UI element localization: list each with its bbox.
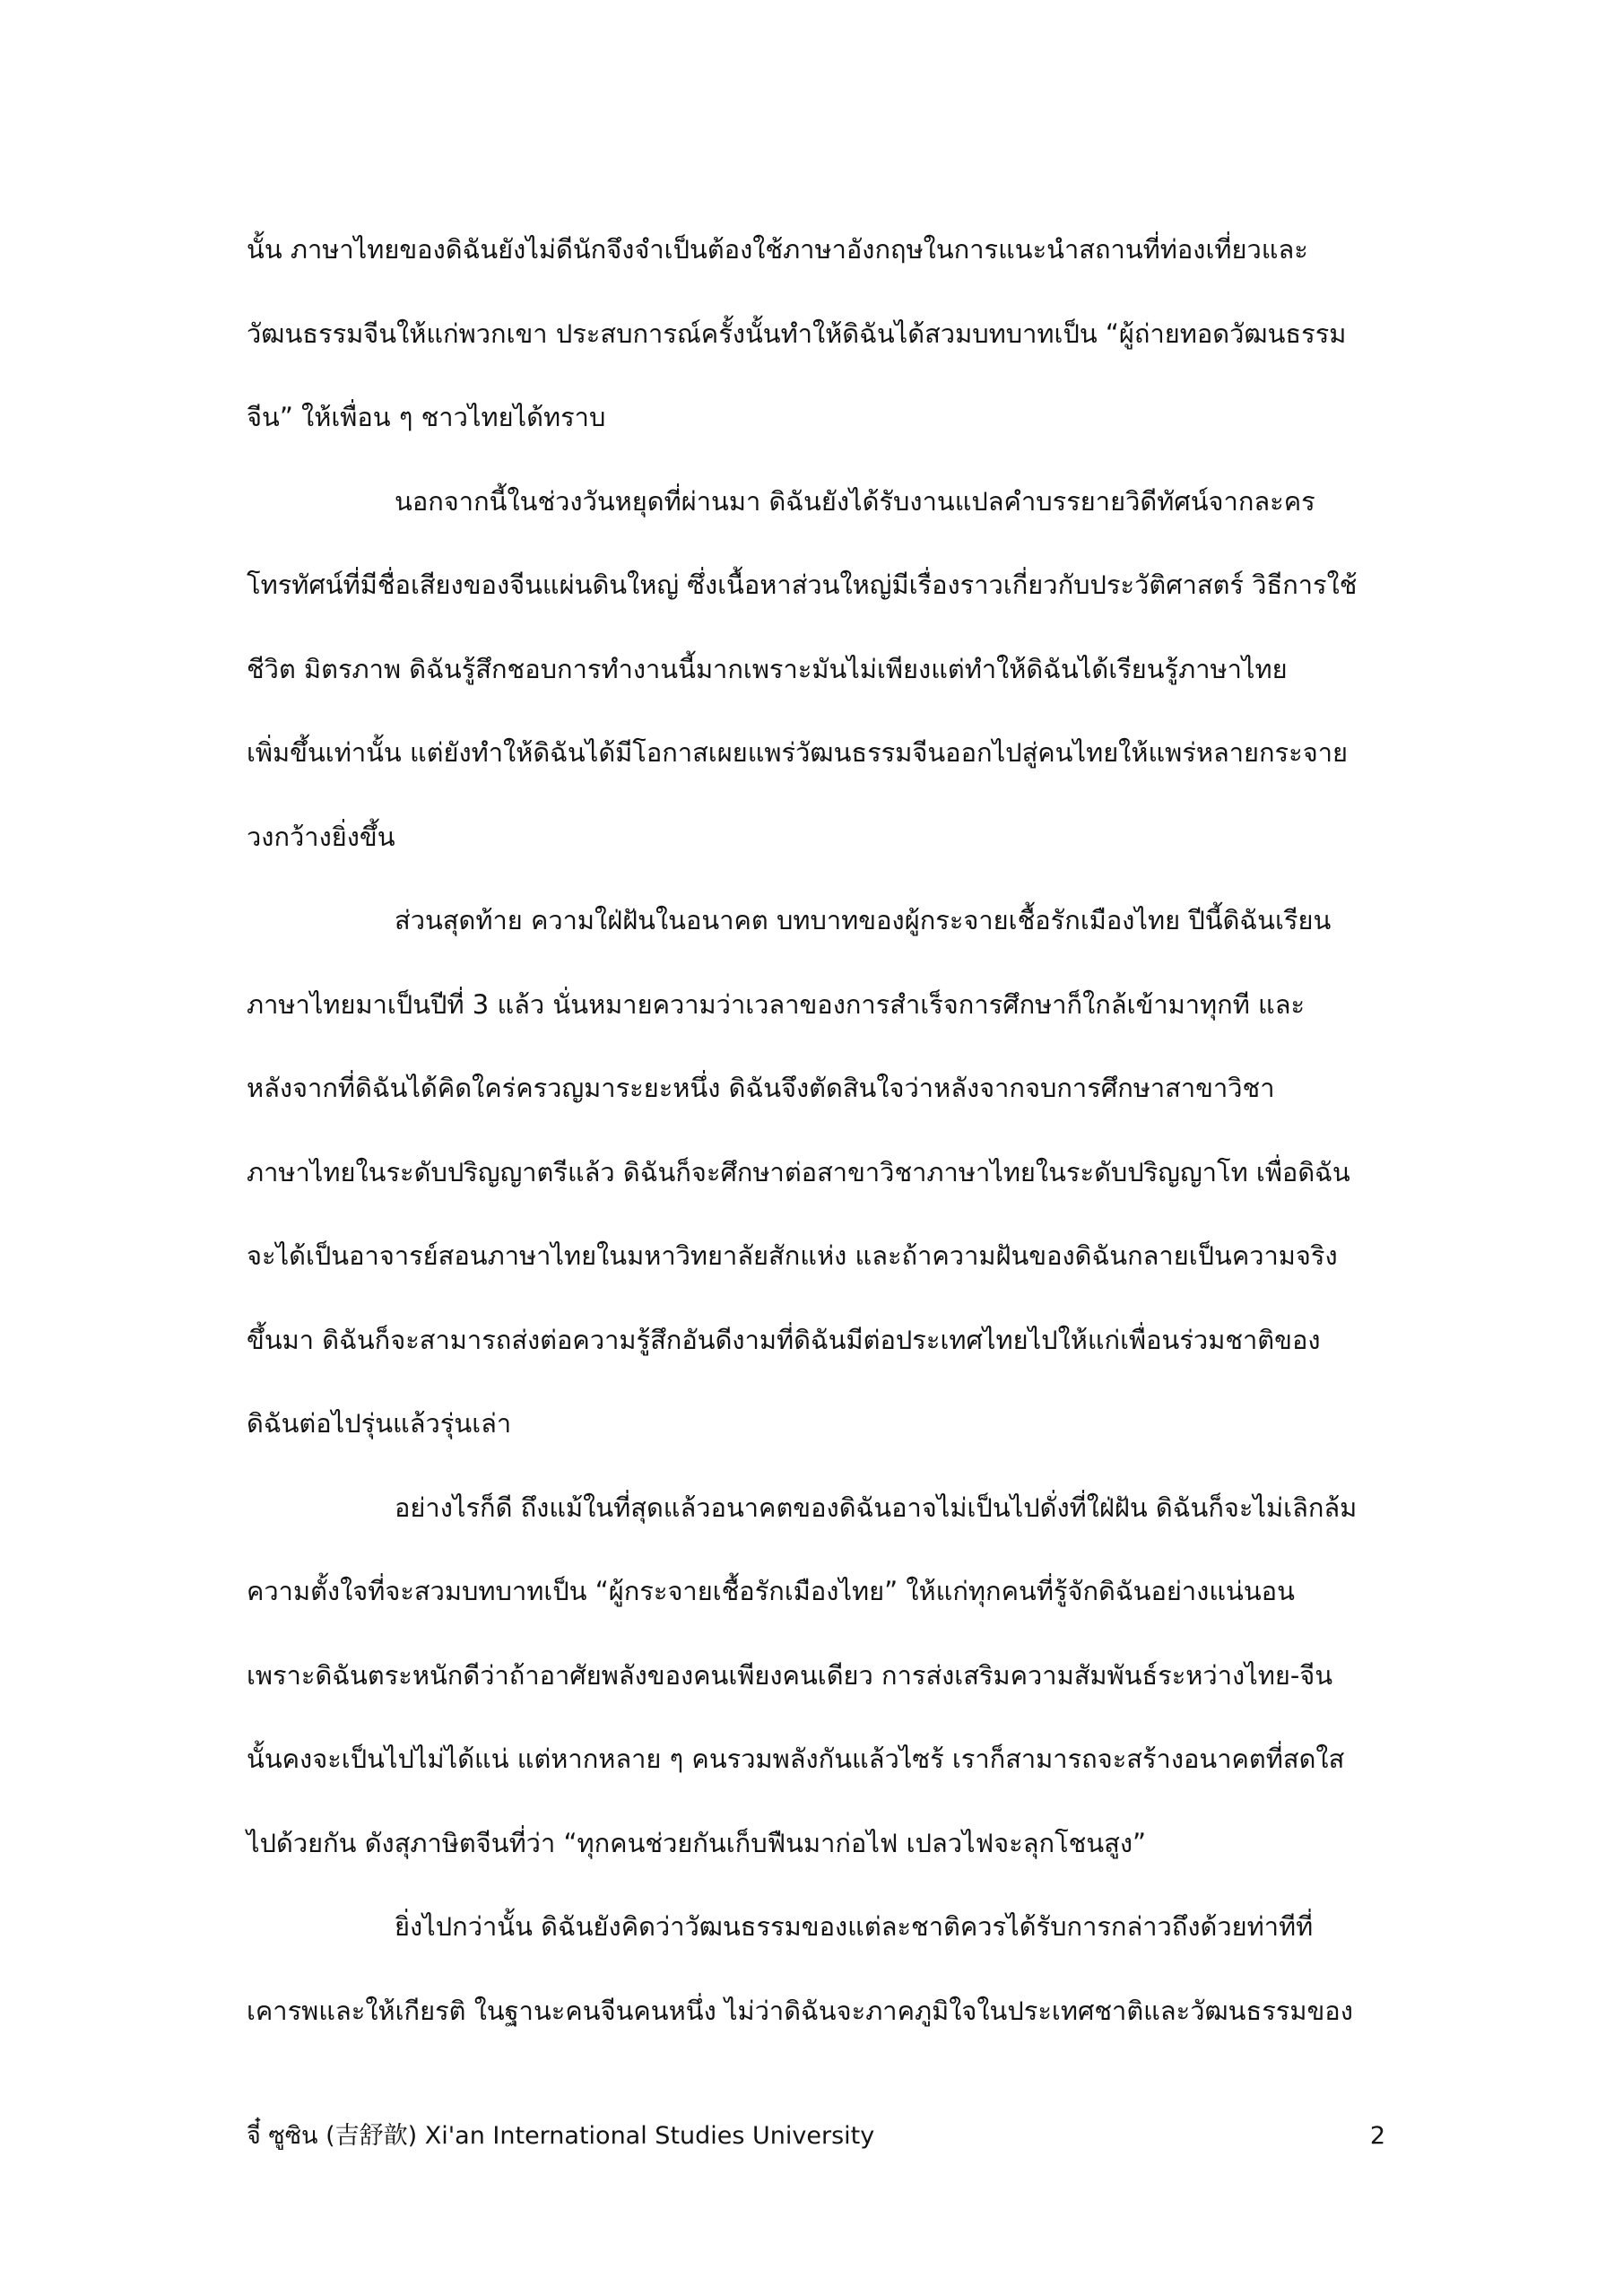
text-line: ชีวิต มิตรภาพ ดิฉันรู้สึกชอบการทำงานนี้มากเพราะมันไม่เพียงแต่ทำให้ดิฉันได้เรียนรู้ภาษาไทย [247,653,1288,684]
text-line: ภาษาไทยมาเป็นปีที่ 3 แล้ว นั่นหมายความว่าเวลาของการสำเร็จการศึกษาก็ใกล้เข้ามาทุกที และ [247,988,1306,1020]
text-line: เคารพและให้เกียรติ ในฐานะคนจีนคนหนึ่ง ไม่ว่าดิฉันจะภาคภูมิใจในประเทศชาติและวัฒนธรรมของ [247,1995,1353,2026]
text-line: เพราะดิฉันตระหนักดีว่าถ้าอาศัยพลังของคนเพียงคนเดียว การส่งเสริมความสัมพันธ์ระหว่างไทย-จีน [247,1659,1333,1691]
text-line: หลังจากที่ดิฉันได้คิดใคร่ครวญมาระยะหนึ่ง ดิฉันจึงตัดสินใจว่าหลังจากจบการศึกษาสาขาวิชา [247,1073,1275,1103]
text-line: ขึ้นมา ดิฉันก็จะสามารถส่งต่อความรู้สึกอันดีงามที่ดิฉันมีต่อประเทศไทยไปให้แก่เพื่อนร่วมชาติของ [247,1324,1321,1355]
text-line: ดิฉันต่อไปรุ่นแล้วรุ่นเล่า [247,1408,512,1439]
footer-author: จี๋ ซูซิน (吉舒歆) Xi'an International Studies University [247,2122,875,2150]
text-line: วงกว้างยิ่งขึ้น [247,821,395,852]
page-number: 2 [1369,2122,1385,2150]
text-line: จีน” ให้เพื่อน ๆ ชาวไทยได้ทราบ [247,402,606,432]
text-line: ความตั้งใจที่จะสวมบทบาทเป็น “ผู้กระจายเชื้อรักเมืองไทย” ให้แก่ทุกคนที่รู้จักดิฉันอย่างแน่นอน [247,1576,1295,1606]
text-line: นั้น ภาษาไทยของดิฉันยังไม่ดีนักจึงจำเป็นต้องใช้ภาษาอังกฤษในการแนะนำสถานที่ท่องเที่ยวและ [247,234,1308,265]
text-line: ยิ่งไปกว่านั้น ดิฉันยังคิดว่าวัฒนธรรมของแต่ละชาติควรได้รับการกล่าวถึงด้วยท่าทีที่ [395,1911,1314,1942]
text-line: นอกจากนี้ในช่วงวันหยุดที่ผ่านมา ดิฉันยังได้รับงานแปลคำบรรยายวิดีทัศน์จากละคร [395,485,1315,517]
body-text [247,208,1385,2053]
text-line: โทรทัศน์ที่มีชื่อเสียงของจีนแผ่นดินใหญ่ ซึ่งเนื้อหาส่วนใหญ่มีเรื่องราวเกี่ยวกับประวัติศาสตร์ วิธีการใช้ [247,570,1358,600]
text-line: วัฒนธรรมจีนให้แก่พวกเขา ประสบการณ์ครั้งนั้นทำให้ดิฉันได้สวมบทบาทเป็น “ผู้ถ่ายทอดวัฒนธรรม [247,317,1347,349]
text-line: ส่วนสุดท้าย ความใฝ่ฝันในอนาคต บทบาทของผู้กระจายเชื้อรักเมืองไทย ปีนี้ดิฉันเรียน [395,905,1332,935]
text-line: ไปด้วยกัน ดังสุภาษิตจีนที่ว่า “ทุกคนช่วยกันเก็บฟืนมาก่อไฟ เปลวไฟจะลุกโชนสูง” [247,1827,1147,1858]
text-line: ภาษาไทยในระดับปริญญาตรีแล้ว ดิฉันก็จะศึกษาต่อสาขาวิชาภาษาไทยในระดับปริญญาโท เพื่อดิฉัน [247,1156,1350,1187]
text-line: เพิ่มขึ้นเท่านั้น แต่ยังทำให้ดิฉันได้มีโอกาสเผยแพร่วัฒนธรรมจีนออกไปสู่คนไทยให้แพร่หลายกระจาย [247,737,1348,768]
text-line: นั้นคงจะเป็นไปไม่ได้แน่ แต่หากหลาย ๆ คนรวมพลังกันแล้วไซร้ เราก็สามารถจะสร้างอนาคตที่สดใส [247,1744,1345,1774]
text-line: อย่างไรก็ดี ถึงแม้ในที่สุดแล้วอนาคตของดิฉันอาจไม่เป็นไปดั่งที่ใฝ่ฝัน ดิฉันก็จะไม่เลิกล้ม [395,1492,1358,1523]
text-line: จะได้เป็นอาจารย์สอนภาษาไทยในมหาวิทยาลัยสักแห่ง และถ้าความฝันของดิฉันกลายเป็นความจริง [247,1240,1338,1271]
